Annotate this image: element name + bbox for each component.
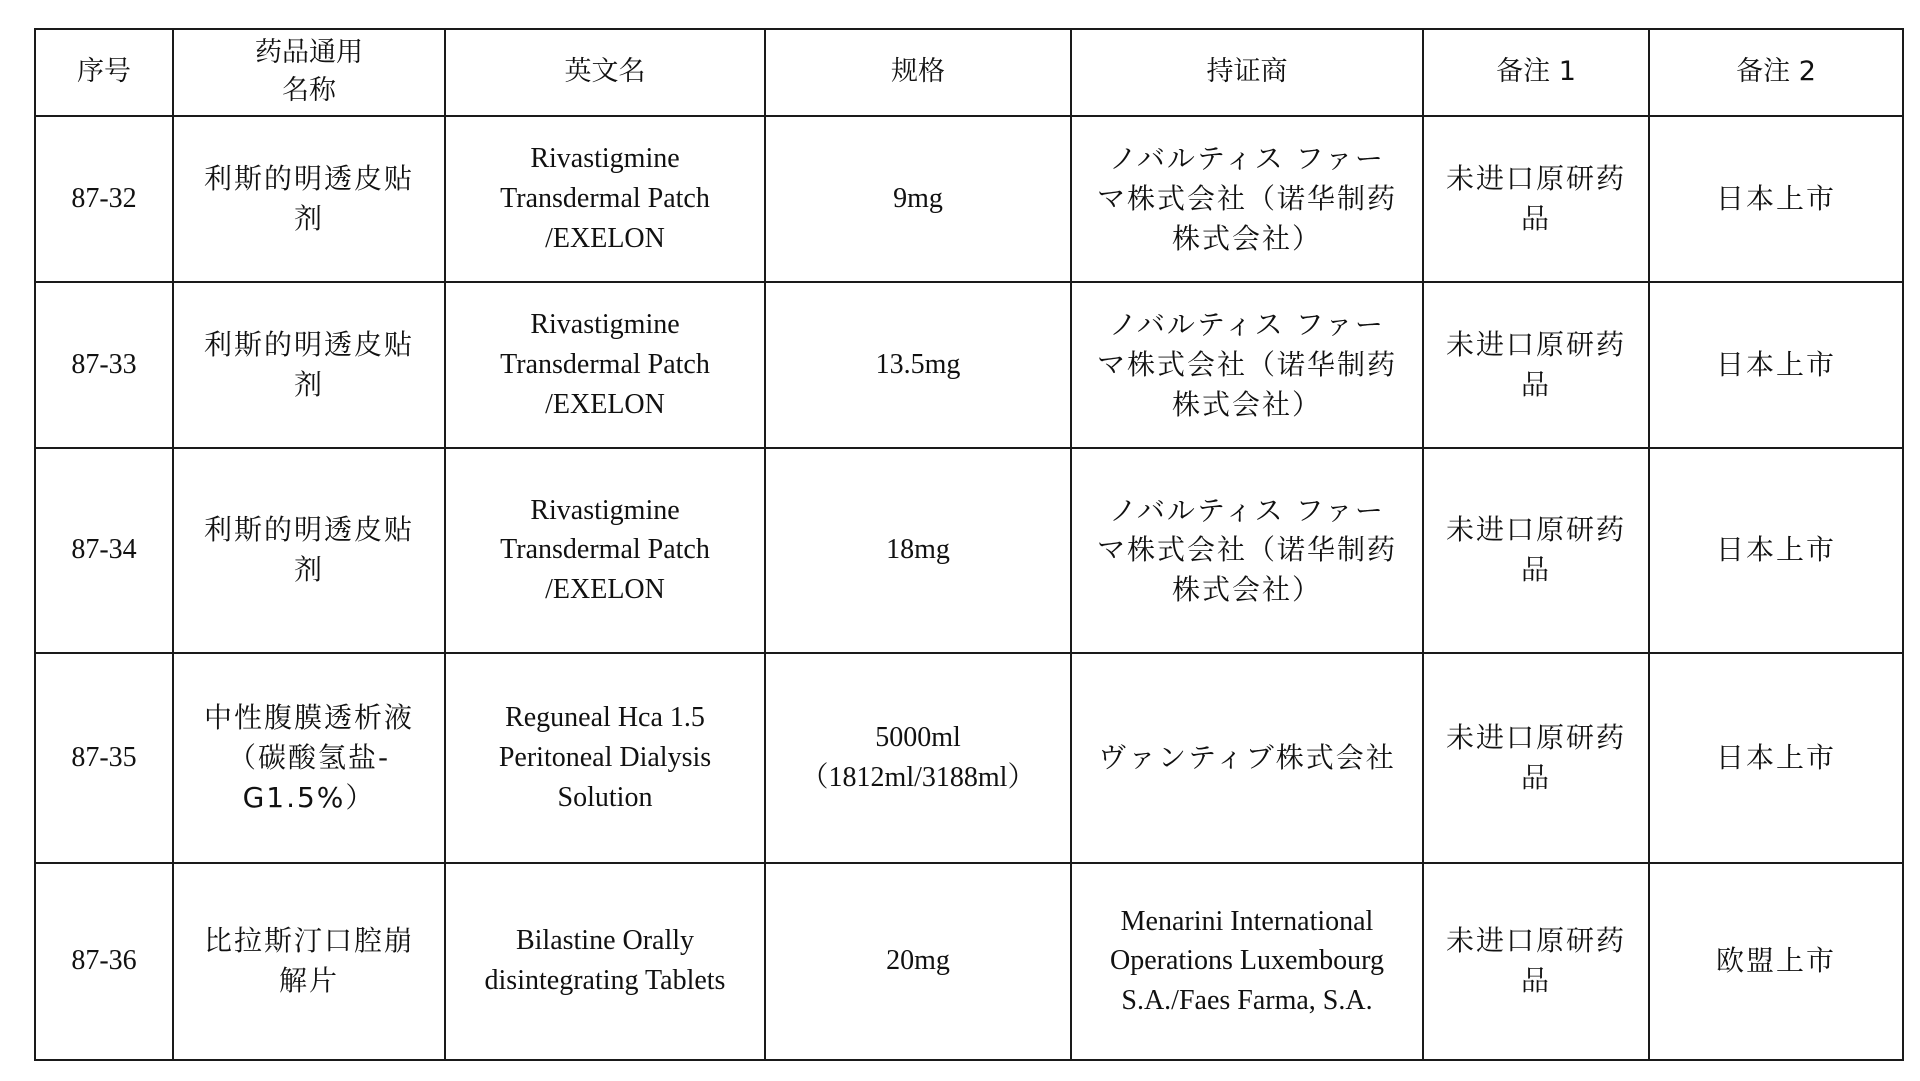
cell-holder: ノバルティス ファー マ株式会社（诺华制药 株式会社） [1071,282,1423,448]
cell-seq: 87-33 [35,282,173,448]
cell-english-name: Rivastigmine Transdermal Patch /EXELON [445,448,765,653]
cell-spec: 9mg [765,116,1071,282]
cell-generic-name: 利斯的明透皮贴 剂 [173,116,445,282]
cell-holder: ノバルティス ファー マ株式会社（诺华制药 株式会社） [1071,448,1423,653]
header-spec: 规格 [765,29,1071,116]
cell-english-name: Rivastigmine Transdermal Patch /EXELON [445,116,765,282]
cell-spec: 13.5mg [765,282,1071,448]
cell-seq: 87-36 [35,863,173,1060]
cell-note2: 欧盟上市 [1649,863,1903,1060]
header-generic-name: 药品通用 名称 [173,29,445,116]
cell-generic-name: 利斯的明透皮贴 剂 [173,448,445,653]
cell-generic-name: 利斯的明透皮贴 剂 [173,282,445,448]
table-row [35,116,1903,282]
cell-spec: 18mg [765,448,1071,653]
header-holder: 持证商 [1071,29,1423,116]
cell-note2: 日本上市 [1649,282,1903,448]
cell-seq: 87-34 [35,448,173,653]
cell-note2: 日本上市 [1649,448,1903,653]
cell-holder: Menarini International Operations Luxembourg S.A./Faes Farma, S.A. [1071,863,1423,1060]
header-seq: 序号 [35,29,173,116]
header-note1: 备注 1 [1423,29,1649,116]
cell-holder: ノバルティス ファー マ株式会社（诺华制药 株式会社） [1071,116,1423,282]
cell-note1: 未进口原研药 品 [1423,653,1649,863]
header-note2: 备注 2 [1649,29,1903,116]
cell-english-name: Reguneal Hca 1.5 Peritoneal Dialysis Solution [445,653,765,863]
cell-spec: 20mg [765,863,1071,1060]
cell-holder: ヴァンティブ株式会社 [1071,653,1423,863]
table-row [35,653,1903,863]
cell-seq: 87-35 [35,653,173,863]
header-english-name: 英文名 [445,29,765,116]
table-header-row [35,29,1903,116]
cell-english-name: Rivastigmine Transdermal Patch /EXELON [445,282,765,448]
table-row [35,863,1903,1060]
cell-generic-name: 中性腹膜透析液 （碳酸氢盐- G1.5%） [173,653,445,863]
table-row [35,282,1903,448]
cell-note2: 日本上市 [1649,116,1903,282]
cell-note1: 未进口原研药 品 [1423,116,1649,282]
cell-note2: 日本上市 [1649,653,1903,863]
cell-generic-name: 比拉斯汀口腔崩 解片 [173,863,445,1060]
table-row [35,448,1903,653]
cell-english-name: Bilastine Orally disintegrating Tablets [445,863,765,1060]
cell-seq: 87-32 [35,116,173,282]
drug-list-table [34,28,1904,1061]
cell-note1: 未进口原研药 品 [1423,282,1649,448]
cell-note1: 未进口原研药 品 [1423,448,1649,653]
cell-note1: 未进口原研药 品 [1423,863,1649,1060]
cell-spec: 5000ml （1812ml/3188ml） [765,653,1071,863]
